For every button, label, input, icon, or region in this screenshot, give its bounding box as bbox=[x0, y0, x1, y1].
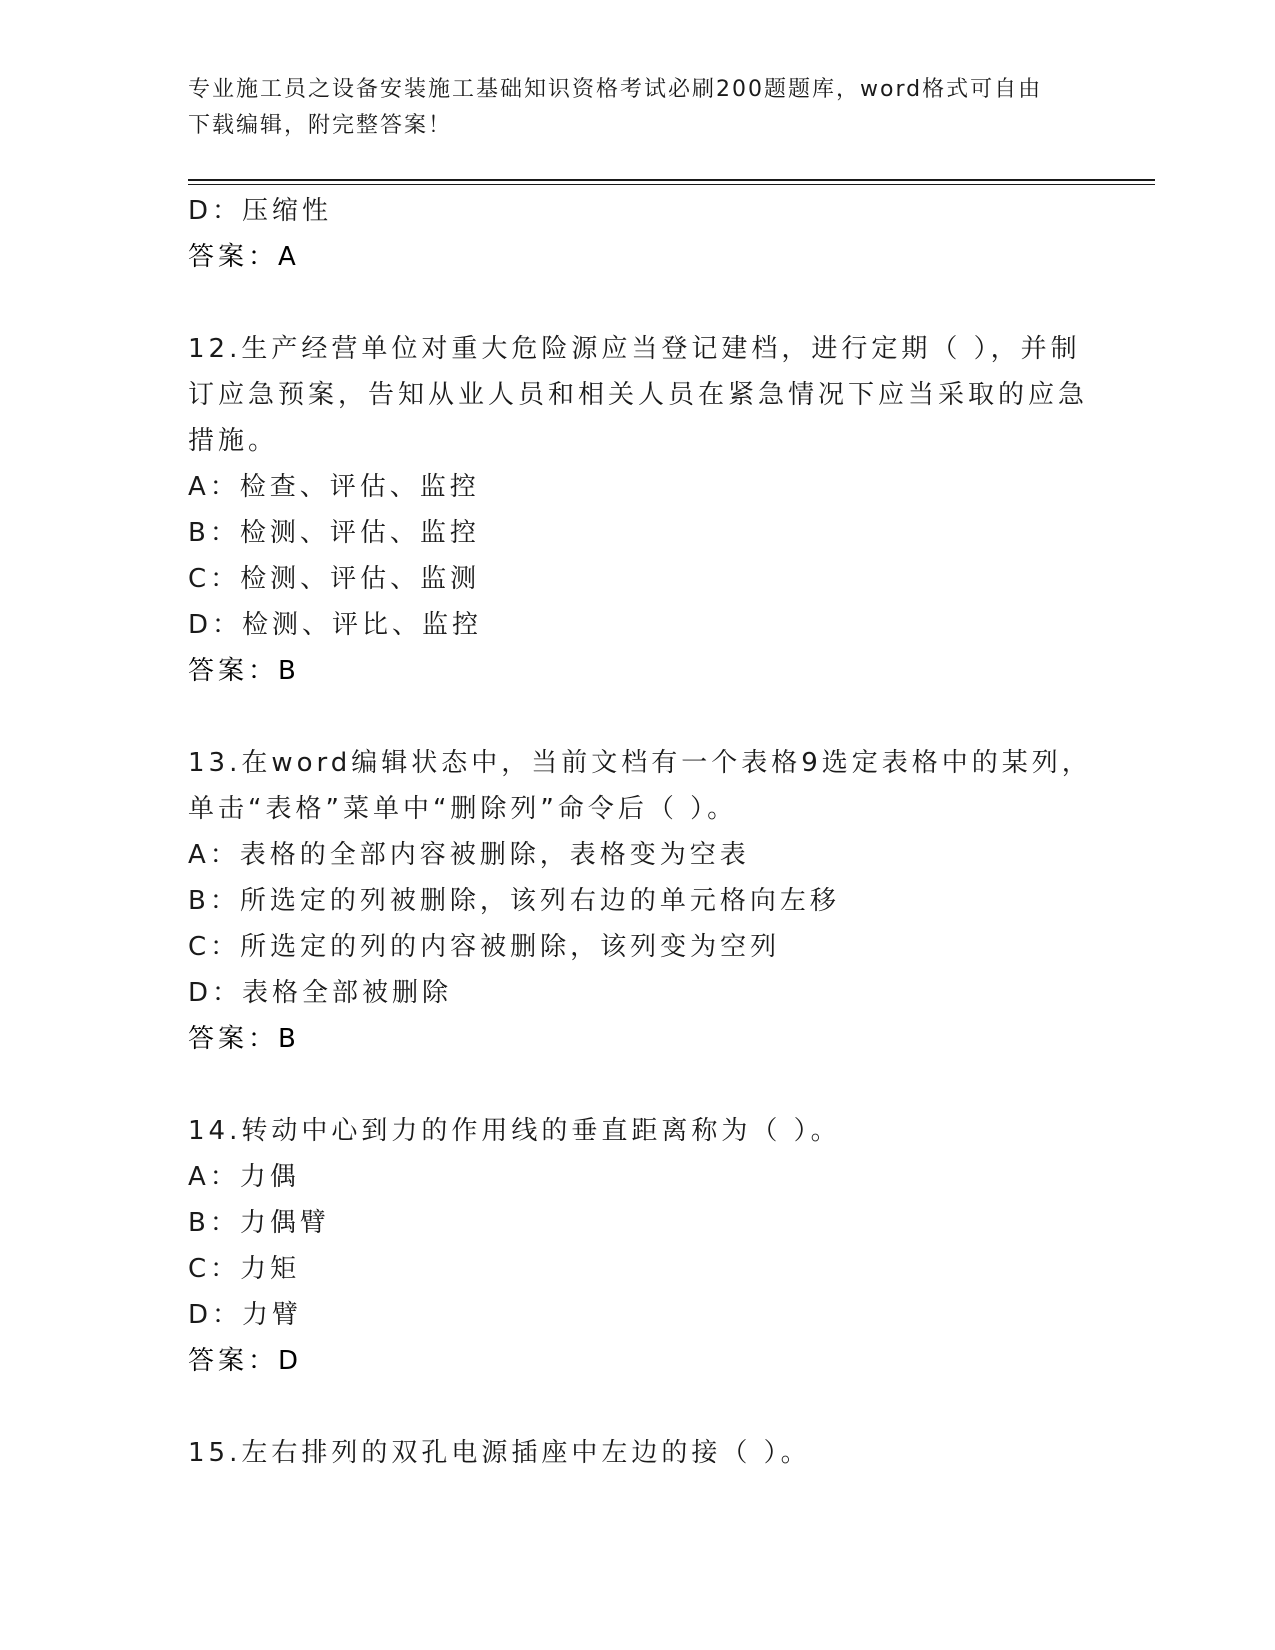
header-divider-thin bbox=[188, 184, 1155, 185]
question-gap bbox=[188, 1062, 1088, 1108]
option-d: D：压缩性 bbox=[188, 196, 333, 226]
option-b: B：力偶臂 bbox=[188, 1208, 330, 1238]
answer-value: A bbox=[278, 242, 298, 272]
stem-line: 单击“表格”菜单中“删除列”命令后（ ）。 bbox=[188, 794, 738, 824]
option-c: C：检测、评估、监测 bbox=[188, 564, 481, 594]
question-list bbox=[188, 188, 1092, 1476]
option-a: A：力偶 bbox=[188, 1162, 300, 1192]
option-b: B：所选定的列被删除，该列右边的单元格向左移 bbox=[188, 886, 840, 916]
header-divider-thick bbox=[188, 179, 1155, 181]
stem-line: 12.生产经营单位对重大危险源应当登记建档，进行定期（ ），并制 bbox=[188, 334, 1081, 364]
document-header bbox=[188, 72, 1088, 144]
question-stem bbox=[188, 1430, 1088, 1476]
option-d: D：检测、评比、监控 bbox=[188, 610, 483, 640]
option-d: D：表格全部被删除 bbox=[188, 978, 453, 1008]
question-14 bbox=[188, 1108, 1088, 1384]
question-gap bbox=[188, 1384, 1088, 1430]
header-line-2: 下载编辑，附完整答案！ bbox=[188, 113, 453, 138]
stem-line: 措施。 bbox=[188, 426, 279, 456]
option-a: A：表格的全部内容被删除，表格变为空表 bbox=[188, 840, 750, 870]
answer-line bbox=[188, 234, 1088, 280]
answer-label: 答案： bbox=[188, 1346, 279, 1376]
question-gap bbox=[188, 694, 1088, 740]
answer-line bbox=[188, 1338, 1088, 1384]
header-line-1: 专业施工员之设备安装施工基础知识资格考试必刷200题题库，word格式可自由 bbox=[188, 77, 1043, 102]
question-stem bbox=[188, 326, 1088, 464]
option-c: C：力矩 bbox=[188, 1254, 301, 1284]
option-c: C：所选定的列的内容被删除，该列变为空列 bbox=[188, 932, 781, 962]
answer-value: B bbox=[278, 1024, 298, 1054]
question-stem bbox=[188, 1108, 1088, 1154]
question-gap bbox=[188, 280, 1088, 326]
answer-value: D bbox=[278, 1346, 301, 1376]
question-13 bbox=[188, 740, 1092, 1062]
answer-line bbox=[188, 648, 1088, 694]
option-a: A：检查、评估、监控 bbox=[188, 472, 480, 502]
option-d: D：力臂 bbox=[188, 1300, 303, 1330]
stem-line: 15.左右排列的双孔电源插座中左边的接（ ）。 bbox=[188, 1438, 811, 1468]
stem-line: 14.转动中心到力的作用线的垂直距离称为（ ）。 bbox=[188, 1116, 841, 1146]
answer-value: B bbox=[278, 656, 298, 686]
answer-line bbox=[188, 1016, 1088, 1062]
stem-line: 13.在word编辑状态中，当前文档有一个表格9选定表格中的某列， bbox=[188, 748, 1092, 778]
previous-question-tail bbox=[188, 188, 1088, 280]
question-stem bbox=[188, 740, 1092, 832]
question-12 bbox=[188, 326, 1088, 694]
answer-label: 答案： bbox=[188, 656, 279, 686]
question-15 bbox=[188, 1430, 1088, 1476]
answer-label: 答案： bbox=[188, 242, 279, 272]
answer-label: 答案： bbox=[188, 1024, 279, 1054]
stem-line: 订应急预案，告知从业人员和相关人员在紧急情况下应当采取的应急 bbox=[188, 380, 1089, 410]
option-b: B：检测、评估、监控 bbox=[188, 518, 480, 548]
